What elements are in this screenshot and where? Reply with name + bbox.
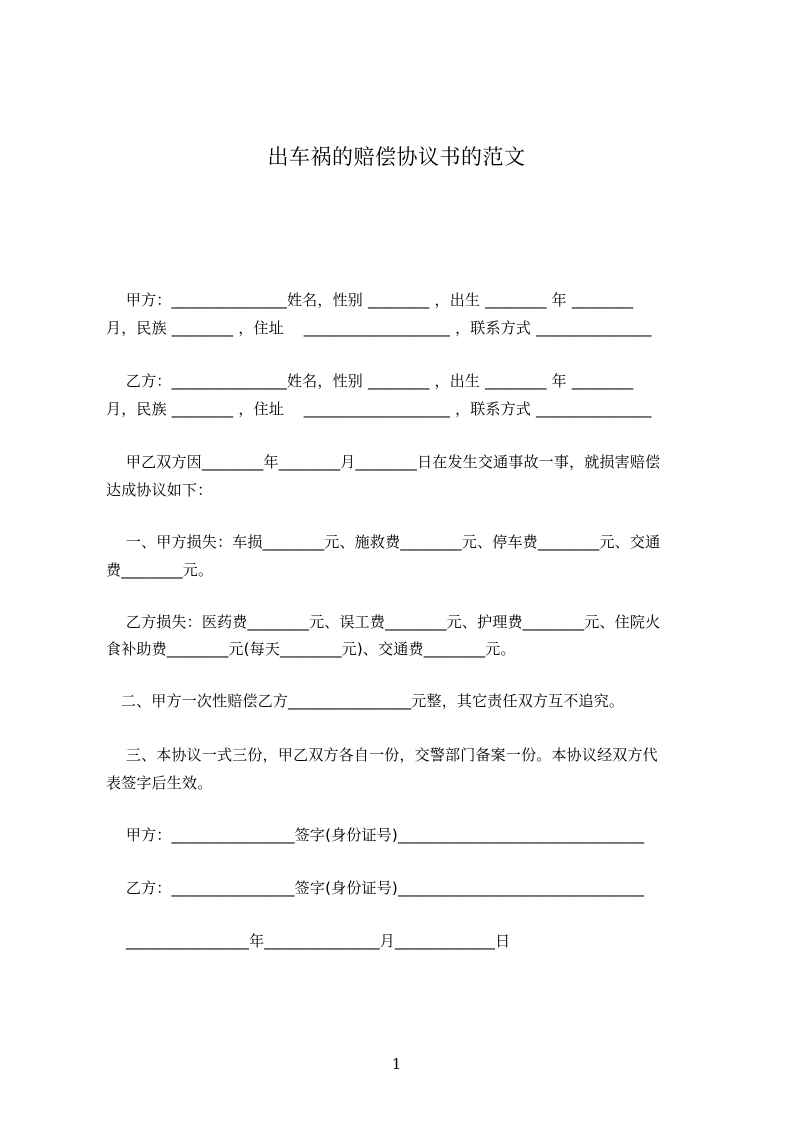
party-a-info-line-2: 月，民族 ________ ，住址 ___________________ ，联系方式 _______________	[106, 319, 652, 337]
party-a-loss-line-1: 一、甲方损失：车损________元、施救费________元、停车费________元、交通	[106, 533, 661, 551]
accident-intro-line-1: 甲乙双方因________年________月________日在发生交通事故一事，就损害赔偿	[106, 453, 661, 471]
document-title: 出车祸的赔偿协议书的范文	[267, 145, 526, 169]
page-number: 1	[391, 1055, 402, 1073]
party-a-signature-line: 甲方：________________签字(身份证号)________________________________	[106, 826, 645, 844]
clause-two: 二、甲方一次性赔偿乙方________________元整，其它责任双方互不追究。	[106, 692, 625, 710]
clause-three-line-2: 表签字后生效。	[106, 774, 213, 792]
party-b-info-line-2: 月，民族 ________ ，住址 ___________________ ，联系方式 _______________	[106, 400, 652, 418]
accident-intro-line-2: 达成协议如下：	[106, 481, 213, 499]
party-a-info-line-1: 甲方：_______________姓名，性别 ________ ，出生 ________ 年 ________	[106, 291, 634, 309]
party-a-loss-line-2: 费________元。	[106, 561, 214, 579]
party-b-signature-line: 乙方：________________签字(身份证号)________________________________	[106, 879, 645, 897]
clause-three-line-1: 三、本协议一式三份，甲乙双方各自一份，交警部门备案一份。本协议经双方代	[106, 746, 658, 764]
party-b-loss-line-1: 乙方损失：医药费________元、误工费________元、护理费________元、住院火	[106, 613, 661, 631]
date-line: ________________年_______________月_____________日	[106, 932, 511, 950]
party-b-loss-line-2: 食补助费________元(每天________元)、交通费________元。	[106, 640, 516, 658]
party-b-info-line-1: 乙方：_______________姓名，性别 ________ ，出生 ________ 年 ________	[106, 372, 634, 390]
